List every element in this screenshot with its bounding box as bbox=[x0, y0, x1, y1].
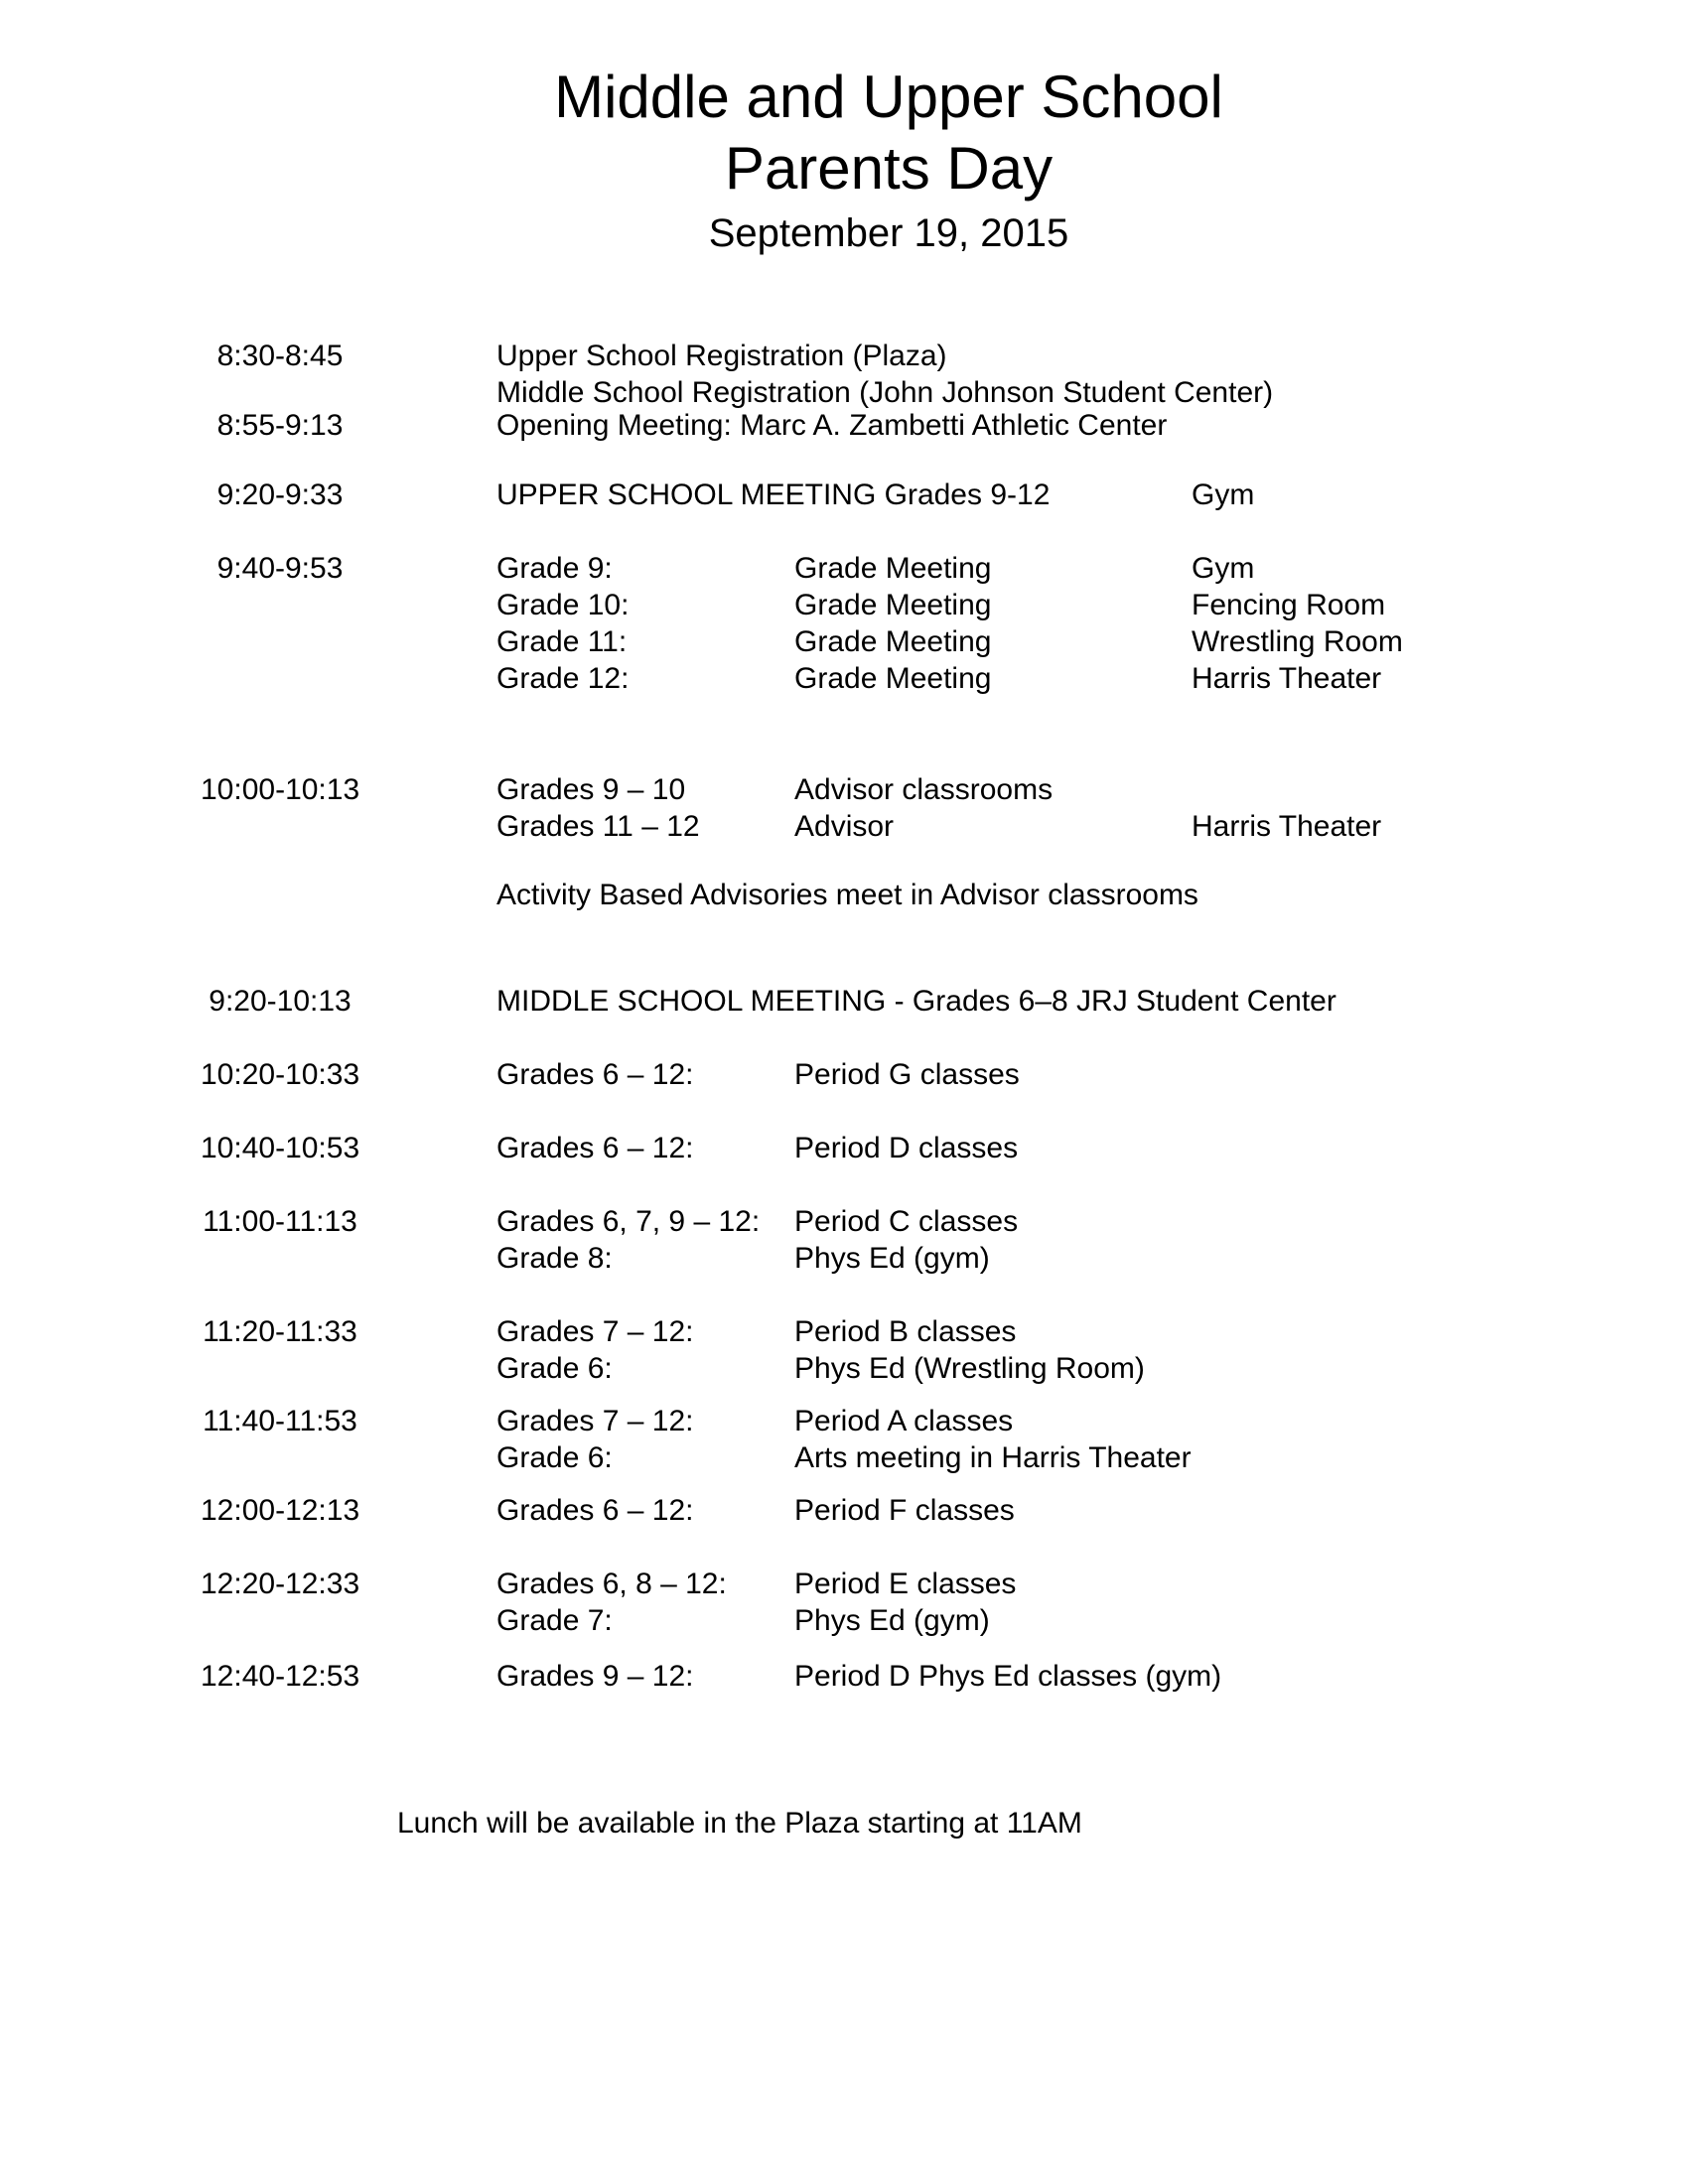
schedule-line bbox=[0, 477, 1688, 513]
audience-cell: Grades 6, 7, 9 – 12: bbox=[496, 1205, 761, 1238]
schedule-line bbox=[0, 1439, 1688, 1476]
audience-cell: MIDDLE SCHOOL MEETING - Grades 6–8 JRJ Student Center bbox=[496, 985, 1336, 1018]
time-slot: 12:40-12:53 bbox=[201, 1660, 360, 1693]
audience-cell: Grade 6: bbox=[496, 1352, 613, 1385]
audience-cell: Opening Meeting: Marc A. Zambetti Athletic Center bbox=[496, 409, 1168, 442]
location-cell: Gym bbox=[1192, 552, 1255, 585]
time-slot: 10:00-10:13 bbox=[201, 773, 360, 806]
schedule-line bbox=[0, 550, 1688, 587]
activity-cell: Advisor bbox=[794, 810, 895, 843]
schedule-line bbox=[0, 771, 1688, 808]
audience-cell: UPPER SCHOOL MEETING Grades 9-12 bbox=[496, 478, 1051, 511]
audience-cell: Grade 6: bbox=[496, 1441, 613, 1474]
time-slot: 12:00-12:13 bbox=[201, 1494, 360, 1527]
audience-cell: Grades 9 – 12: bbox=[496, 1660, 694, 1693]
page-title-line-2: Parents Day bbox=[724, 135, 1054, 202]
location-cell: Wrestling Room bbox=[1192, 625, 1403, 658]
audience-cell: Middle School Registration (John Johnson Student Center) bbox=[496, 376, 1274, 409]
activity-cell: Grade Meeting bbox=[794, 625, 992, 658]
audience-cell: Grades 6 – 12: bbox=[496, 1494, 694, 1527]
audience-cell: Grade 7: bbox=[496, 1604, 613, 1637]
audience-cell: Grade 10: bbox=[496, 589, 630, 621]
activity-cell: Phys Ed (gym) bbox=[794, 1604, 990, 1637]
activity-cell: Period D classes bbox=[794, 1132, 1019, 1164]
activity-cell: Grade Meeting bbox=[794, 589, 992, 621]
schedule-line bbox=[0, 623, 1688, 660]
schedule-line bbox=[0, 1130, 1688, 1166]
schedule-line bbox=[0, 1240, 1688, 1277]
event-date: September 19, 2015 bbox=[708, 211, 1069, 255]
activity-cell: Period D Phys Ed classes (gym) bbox=[794, 1660, 1222, 1693]
audience-cell: Activity Based Advisories meet in Advisor classrooms bbox=[496, 879, 1198, 911]
activity-cell: Period C classes bbox=[794, 1205, 1019, 1238]
audience-cell: Grade 11: bbox=[496, 625, 628, 658]
location-cell: Gym bbox=[1192, 478, 1255, 511]
schedule-line bbox=[0, 1350, 1688, 1387]
time-slot: 10:40-10:53 bbox=[201, 1132, 360, 1164]
time-slot: 9:20-10:13 bbox=[209, 985, 352, 1018]
activity-cell: Period G classes bbox=[794, 1058, 1020, 1091]
schedule-line bbox=[0, 1566, 1688, 1602]
audience-cell: Grades 9 – 10 bbox=[496, 773, 686, 806]
schedule-line bbox=[0, 808, 1688, 845]
schedule-line bbox=[0, 1313, 1688, 1350]
audience-cell: Grades 6, 8 – 12: bbox=[496, 1568, 727, 1600]
time-slot: 10:20-10:33 bbox=[201, 1058, 360, 1091]
time-slot: 8:30-8:45 bbox=[216, 340, 344, 372]
activity-cell: Advisor classrooms bbox=[794, 773, 1054, 806]
location-cell: Fencing Room bbox=[1192, 589, 1386, 621]
time-slot: 11:00-11:13 bbox=[203, 1205, 357, 1238]
activity-cell: Phys Ed (gym) bbox=[794, 1242, 990, 1275]
audience-cell: Grades 6 – 12: bbox=[496, 1058, 694, 1091]
audience-cell: Grade 8: bbox=[496, 1242, 613, 1275]
page-title-line-1: Middle and Upper School bbox=[554, 64, 1223, 130]
time-slot: 12:20-12:33 bbox=[201, 1568, 360, 1600]
activity-cell: Period E classes bbox=[794, 1568, 1017, 1600]
time-slot: 11:20-11:33 bbox=[203, 1315, 357, 1348]
activity-cell: Period F classes bbox=[794, 1494, 1015, 1527]
schedule-line bbox=[0, 1203, 1688, 1240]
audience-cell: Grades 6 – 12: bbox=[496, 1132, 694, 1164]
schedule-line bbox=[0, 587, 1688, 623]
location-cell: Harris Theater bbox=[1192, 662, 1382, 695]
time-slot: 9:40-9:53 bbox=[216, 552, 344, 585]
audience-cell: Grade 12: bbox=[496, 662, 630, 695]
activity-cell: Grade Meeting bbox=[794, 662, 992, 695]
location-cell: Harris Theater bbox=[1192, 810, 1382, 843]
time-slot: 9:20-9:33 bbox=[216, 478, 344, 511]
activity-cell: Phys Ed (Wrestling Room) bbox=[794, 1352, 1145, 1385]
activity-cell: Period B classes bbox=[794, 1315, 1017, 1348]
activity-cell: Period A classes bbox=[794, 1405, 1014, 1437]
schedule-line bbox=[0, 660, 1688, 697]
activity-cell: Grade Meeting bbox=[794, 552, 992, 585]
schedule-line bbox=[0, 407, 1688, 444]
audience-cell: Grades 11 – 12 bbox=[496, 810, 700, 843]
schedule-line bbox=[0, 1492, 1688, 1529]
schedule-line bbox=[0, 338, 1688, 374]
schedule-line bbox=[0, 877, 1688, 913]
schedule-line bbox=[0, 374, 1688, 411]
time-slot: 8:55-9:13 bbox=[216, 409, 344, 442]
time-slot: 11:40-11:53 bbox=[203, 1405, 357, 1437]
lunch-note: Lunch will be available in the Plaza starting at 11AM bbox=[397, 1807, 1082, 1840]
audience-cell: Grades 7 – 12: bbox=[496, 1405, 694, 1437]
audience-cell: Grades 7 – 12: bbox=[496, 1315, 694, 1348]
schedule-line bbox=[0, 1658, 1688, 1695]
audience-cell: Upper School Registration (Plaza) bbox=[496, 340, 947, 372]
schedule-line bbox=[0, 1602, 1688, 1639]
audience-cell: Grade 9: bbox=[496, 552, 613, 585]
schedule-line bbox=[0, 1056, 1688, 1093]
schedule-line bbox=[0, 1403, 1688, 1439]
schedule-line bbox=[0, 983, 1688, 1020]
activity-cell: Arts meeting in Harris Theater bbox=[794, 1441, 1192, 1474]
